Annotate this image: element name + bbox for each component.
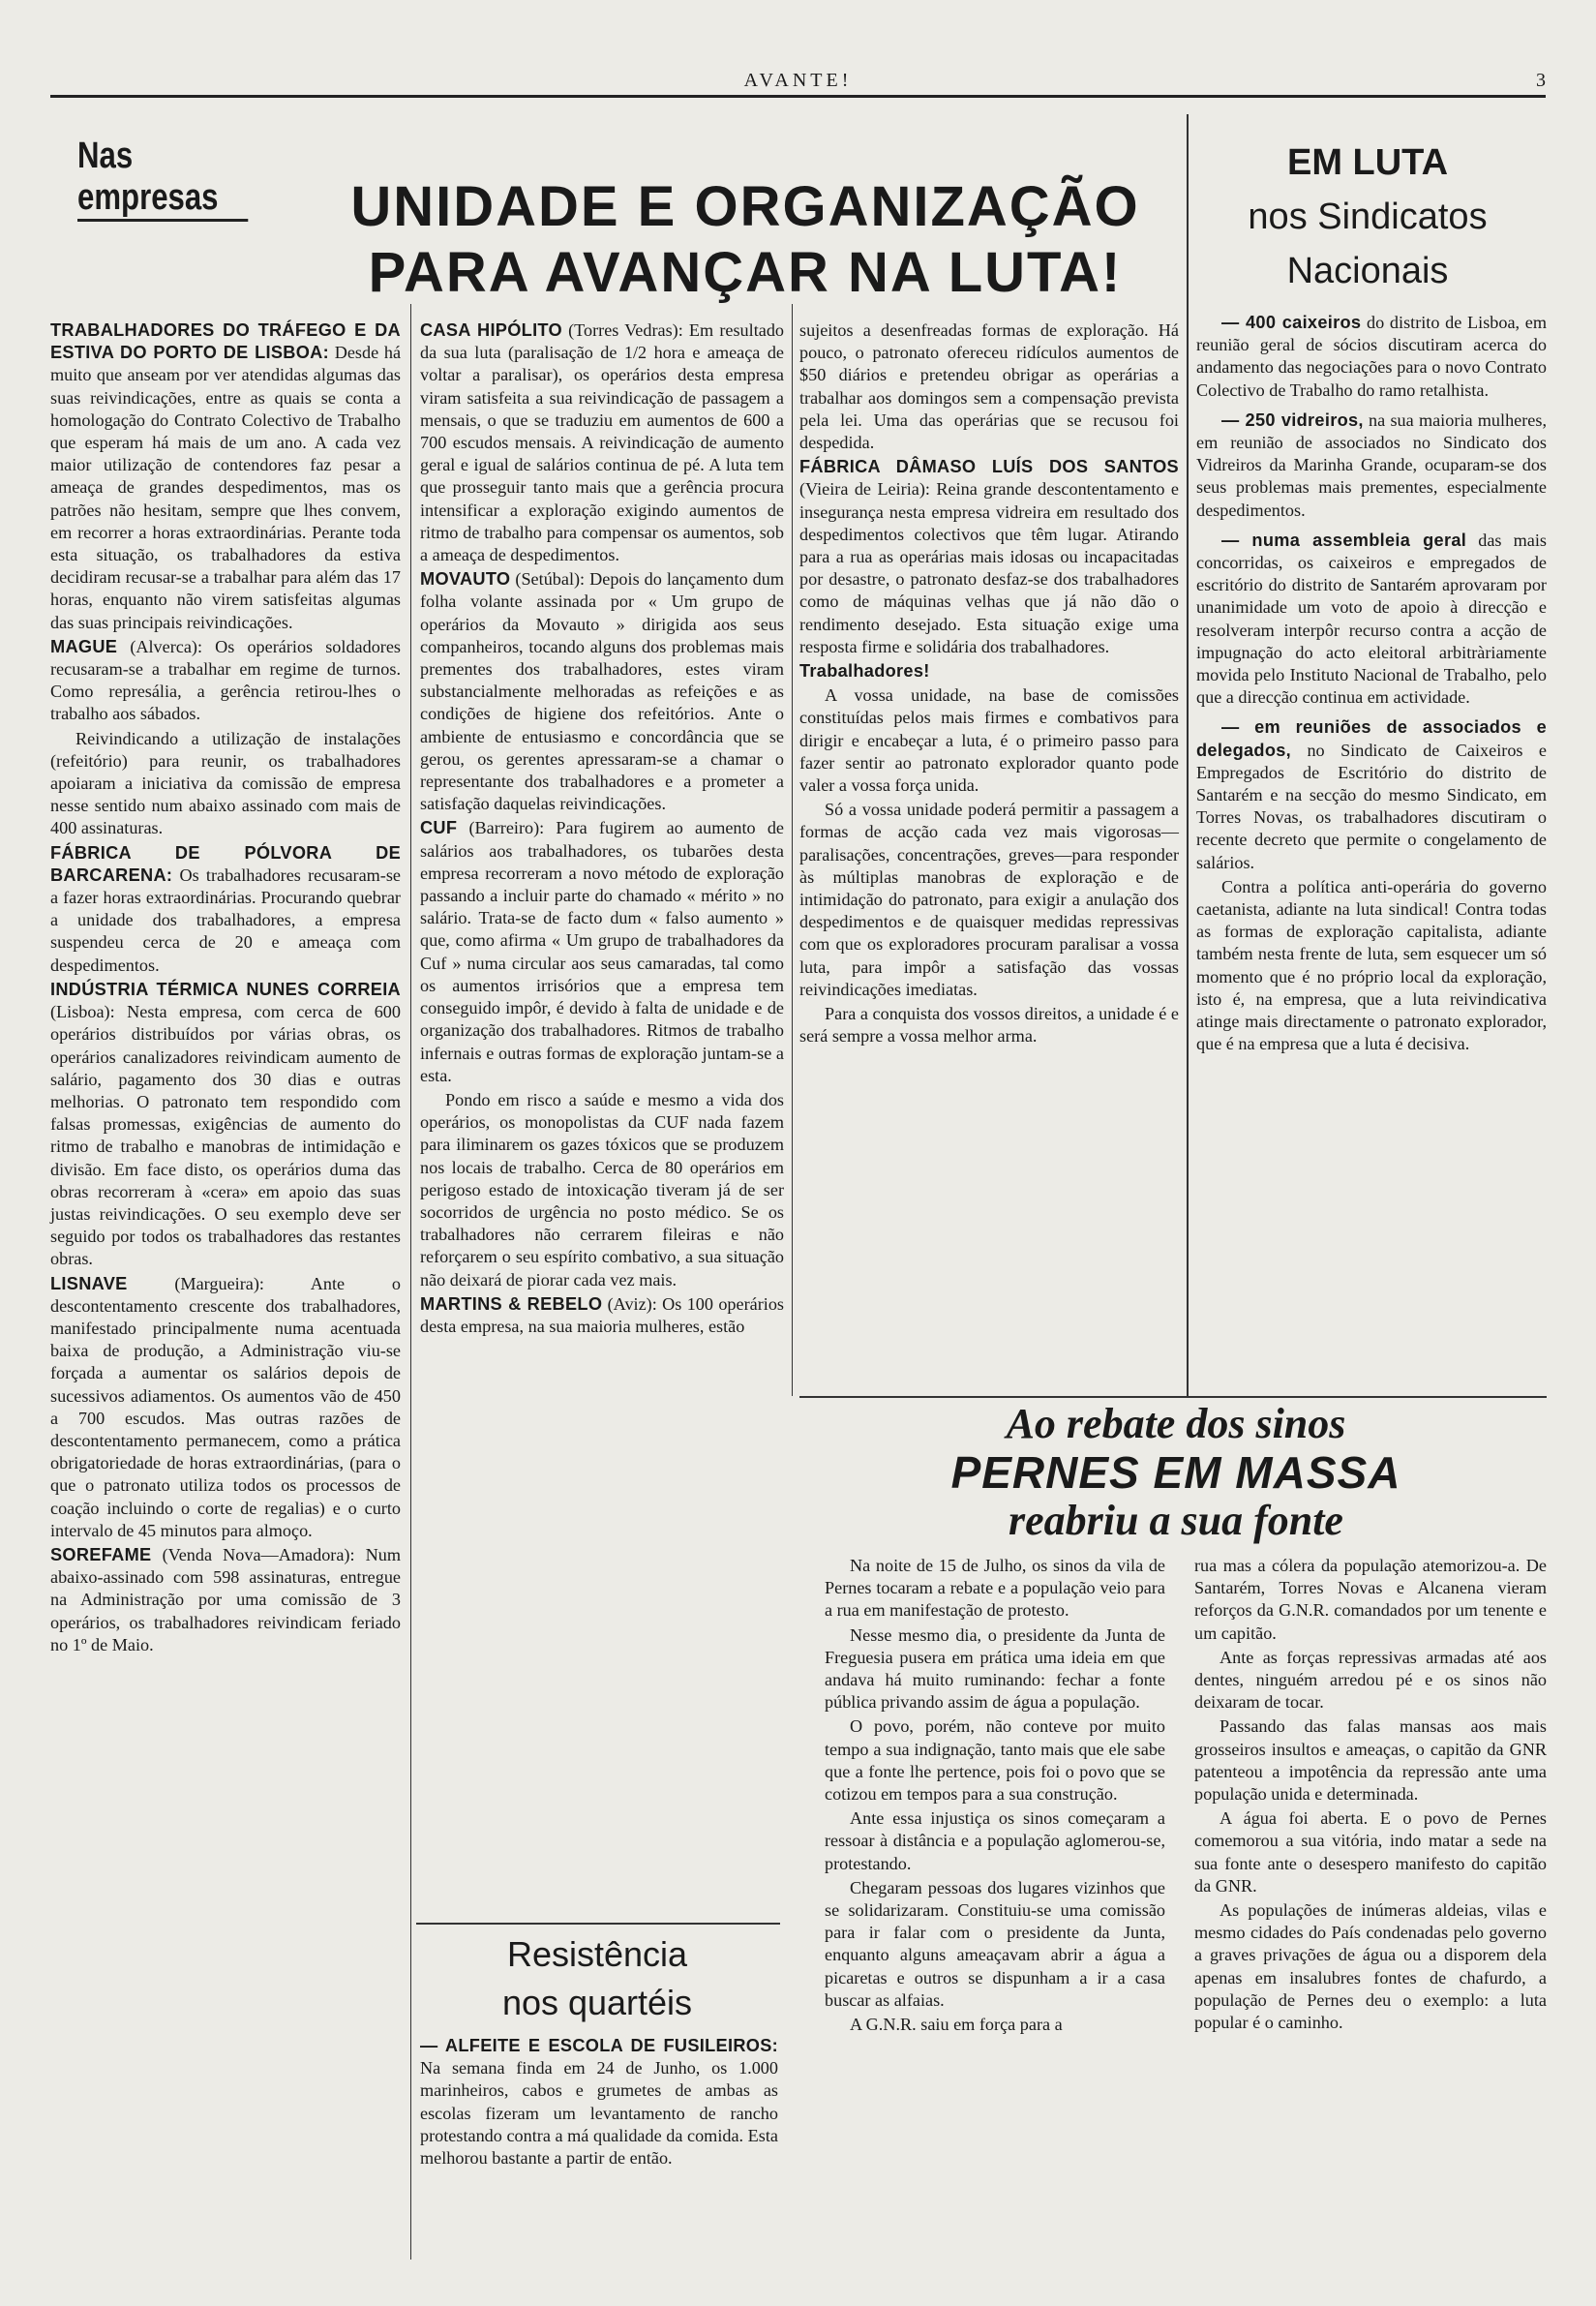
sidebar-title: [1189, 136, 1547, 298]
newspaper-title: AVANTE!: [743, 70, 853, 91]
resistencia-top-rule: [416, 1923, 780, 1925]
article-text: Desde há muito que anseam por ver atendidas algumas das suas reivindicações, entre as quais se conta a homologação do Contrato Colectivo de Trabalho que esperam há mais de um ano. A cada vez maior utilização de contendores faz pesar a ameaça de grandes despedimentos, mas os patrões não hesitam, sempre que lhes convem, em recorrer a horas extraordinárias. Perante toda esta situação, os trabalhadores da estiva decidiram recusar-se a trabalhar para além das 17 horas, enquanto não virem satisfeitas algumas das suas principais reivindicações.: [50, 343, 402, 632]
col-divider-right: [792, 304, 793, 1396]
resistencia-column: [420, 2035, 778, 2171]
sidebar-item: [1196, 410, 1547, 522]
sidebar-item-head: — numa assembleia geral: [1221, 530, 1467, 550]
column-2: [420, 319, 784, 1340]
article-head: FÁBRICA DÂMASO LUÍS DOS SANTOS: [799, 457, 1179, 477]
col-divider-left: [410, 304, 411, 2260]
resistencia-title-line-2: nos quartéis: [501, 1983, 693, 2022]
sidebar-item: [1196, 312, 1547, 402]
article-paragraph: Pondo em risco a saúde e mesmo a vida dos operários, os monopolistas da CUF nada fazem para iliminarem os gazes tóxicos que se produzem nos locais de trabalho. Cerca de 80 operários em perigoso estado de intoxicação tiveram já de ser socorridos de urgência no posto médico. Se os trabalhadores não cerrarem fileiras e não reforçarem o seu espírito combativo, a sua situação não deixará de piorar cada vez mais.: [420, 1089, 784, 1290]
article-head: CASA HIPÓLITO: [420, 320, 562, 340]
rebate-paragraph: Nesse mesmo dia, o presidente da Junta de Freguesia pusera em prática uma ideia em que andava há muito ruminando: fechar a fonte pública privando assim de água a população.: [825, 1624, 1165, 1713]
article-head: FÁBRICA DE PÓLVORA DE BARCARENA:: [50, 842, 401, 885]
article-text: (Aviz): Os 100 operários desta empresa, na sua maioria mulheres, estão: [420, 1293, 784, 1336]
sidebar-title-line-2: nos Sindicatos: [1248, 197, 1488, 237]
rebate-paragraph: O povo, porém, não conteve por muito tempo a sua indignação, tanto mais que ele sabe que a fonte lhe pertence, pois foi o povo que se cotizou em tempos para a sua construção.: [825, 1716, 1165, 1805]
article-text: (Alverca): Os operários soldadores recusaram-se a trabalhar em regime de turnos. Como represália, a gerência retirou-lhes o trabalho aos sábados.: [50, 636, 402, 724]
sidebar-item-head: — 400 caixeiros: [1221, 313, 1362, 332]
resistencia-item-text: Na semana finda em 24 de Junho, os 1.000 marinheiros, cabos e grumetes de ambas as escolas fizeram um levantamento de rancho protestando contra a má qualidade da comida. Esta melhorou bastante a partir de então.: [420, 2058, 778, 2169]
sidebar-title-line-1: EM LUTA: [1286, 142, 1449, 183]
sidebar-item-text: na sua maioria mulheres, em reunião de associados no Sindicato dos Vidreiros da Marinha Grande, ocuparam-se dos seus problemas mais prementes, especialmente despedimentos.: [1196, 410, 1547, 520]
resistencia-item: [420, 2035, 778, 2169]
sidebar-item-text: do distrito de Lisboa, em reunião geral de sócios discutiram acerca do andamento das negociações para o novo Contrato Colectivo de Trabalho do ramo retalhista.: [1196, 313, 1547, 400]
article-text: (Lisboa): Nesta empresa, com cerca de 600 operários distribuídos por várias obras, os operários canalizadores reivindicam aumento de salário, pagamento dos 30 dias e outras melhorias. O patronato tem respondido com falsas promessas, exigências de aumento do ritmo de trabalho e manobras de intimidação e divisão. Em face disto, os operários duma das obras recorreram à «cera» em apoio das suas justas reivindicações. O seu exemplo deve ser seguido por todos os trabalhadores das restantes obras.: [50, 1002, 401, 1269]
rebate-paragraph: rua mas a cólera da população atemorizou-a. De Santarém, Torres Novas e Alcanena vieram reforços da G.N.R. comandados por um tenente e um capitão.: [1194, 1556, 1547, 1643]
article-head: SOREFAME: [50, 1544, 152, 1564]
article-lisnave: [50, 1273, 401, 1542]
article-text: (Torres Vedras): Em resultado da sua luta (paralisação de 1/2 hora e ameaça de voltar a paralisar), os operários desta empresa viram satisfeita a sua reivindicação de passagem a mensais, o que se traduziu em aumentos de 600 a 700 escudos mensais. A reivindicação de aumento geral e igual de salários continua de pé. A luta tem que prosseguir tanto mais que a gerência procura intensificar a exploração exigindo aumentos de ritmo de trabalho para compensar os aumentos, sob a ameaça de despedimentos.: [420, 320, 785, 565]
rebate-title-line-2: PERNES EM MASSA: [950, 1447, 1401, 1498]
article-sorefame: [50, 1544, 401, 1656]
resistencia-title: [418, 1930, 776, 2027]
rebate-paragraph: Na noite de 15 de Julho, os sinos da vila de Pernes tocaram a rebate e a população veio para a rua em manifestação de protesto.: [825, 1556, 1165, 1621]
section-kicker: Nas empresas: [77, 136, 248, 222]
article-head: LISNAVE: [50, 1273, 128, 1293]
article-paragraph: Para a conquista dos vossos direitos, a unidade é e será sempre a vossa melhor arma.: [799, 1004, 1179, 1047]
sidebar-item: [1196, 530, 1547, 710]
article-head: TRABALHADORES DO TRÁFEGO E DA ESTIVA DO PORTO DE LISBOA:: [50, 320, 401, 363]
sidebar-closing: Contra a política anti-operária do governo caetanista, adiante na luta sindical! Contra todas as formas de exploração capitalista, adiante também nesta frente de luta, sem esquecer um só momento que é no próprio local da exploração, isto é, na empresa, que a luta reivindicativa atinge mais directamente o patronato explorador, que é na empresa que a luta é decisiva.: [1196, 876, 1547, 1054]
article-paragraph: Só a vossa unidade poderá permitir a passagem a formas de acção cada vez mais vigorosas—paralisações, concentrações, greves—para responder às múltiplas manobras de exploração e de intimidação do patronato, para exigir a anulação dos despedimentos e de quaisquer medidas repressivas com que os exploradores procuram paralisar a vossa luta, para impôr a satisfação das vossas reivindicações imediatas.: [799, 800, 1179, 999]
rebate-column-left: [825, 1555, 1165, 2038]
resistencia-item-head: — ALFEITE E ESCOLA DE FUSILEIROS:: [420, 2036, 778, 2055]
article-trafego: [50, 319, 401, 634]
article-movauto: [420, 568, 784, 815]
rebate-top-rule: [799, 1396, 1547, 1398]
sidebar-item-head: — 250 vidreiros,: [1221, 410, 1364, 430]
article-head: INDÚSTRIA TÉRMICA NUNES CORREIA: [50, 979, 401, 999]
article-martins: [420, 1293, 784, 1338]
article-text: (Venda Nova—Amadora): Num abaixo-assinado com 598 assinaturas, entregue na Administração por uma comissão de 3 operários, os trabalhadores reivindicam feriado no 1º de Maio.: [50, 1544, 401, 1654]
article-termica: [50, 979, 401, 1271]
resistencia-title-line-1: Resistência: [506, 1934, 688, 1974]
sidebar-item: [1196, 716, 1547, 873]
sidebar-title-line-3: Nacionais: [1286, 251, 1449, 291]
rebate-headline: [803, 1400, 1549, 1545]
article-head: MAGUE: [50, 636, 118, 656]
article-subhead: [799, 660, 1179, 683]
article-paragraph: sujeitos a desenfreadas formas de exploração. Há pouco, o patronato ofereceu ridículos aumentos de $50 diários e pretendeu obrigar as operárias a trabalhar aos domingos sem a compensação prevista pela lei. Uma das operárias que se recusou foi despedida.: [799, 320, 1179, 453]
article-paragraph: A vossa unidade, na base de comissões constituídas pelos mais firmes e combativos para dirigir e encabeçar a luta, é o primeiro passo para fazer sentir ao patronato explorador quanto pode valer a vossa força unida.: [799, 685, 1179, 796]
rebate-title-line-1: Ao rebate dos sinos: [1006, 1400, 1346, 1447]
article-head: MARTINS & REBELO: [420, 1293, 603, 1314]
rebate-paragraph: Passando das falas mansas aos mais grosseiros insultos e ameaças, o capitão da GNR patenteou a impotência da repressão ante uma população unida e determinada.: [1194, 1716, 1547, 1805]
article-text: (Setúbal): Depois do lançamento dum folha volante assinada por « Um grupo de operários da Movauto » dirigida aos seus companheiros, tocando alguns dos problemas mais prementes dos trabalhadores, estes viram substancialmente melhoradas as refeições e as condições de higiene dos refeitórios. Ante o ambiente de entusiasmo e concordância que se gerou, os gerentes apressaram-se a chamar o representante dos trabalhadores e a prometer a satisfação daquelas reivindicações.: [420, 569, 785, 814]
running-head: [50, 70, 1546, 98]
rebate-paragraph: Ante essa injustiça os sinos começaram a ressoar à distância e a população aglomerou-se, protestando.: [825, 1808, 1165, 1873]
column-3: [799, 319, 1179, 1050]
rebate-paragraph: Ante as forças repressivas armadas até aos dentes, ninguém arredou pé e os sinos não deixaram de tocar.: [1194, 1647, 1547, 1713]
rebate-paragraph: A G.N.R. saiu em força para a: [850, 2015, 1063, 2035]
rebate-paragraph: Chegaram pessoas dos lugares vizinhos que se solidarizaram. Constituiu-se uma comissão para ir falar com o presidente da Junta, enquanto alguns ameaçavam abrir a água a picaretas e outros se dispunham a ir a casa buscar as alfaias.: [825, 1877, 1165, 2010]
sidebar-divider: [1187, 114, 1189, 1398]
article-head: Trabalhadores!: [799, 661, 930, 682]
article-head: MOVAUTO: [420, 569, 511, 590]
rebate-paragraph: A água foi aberta. E o povo de Pernes comemorou a sua vitória, indo matar a sede na sua fonte ante o desespero manifesto do capitão da GNR.: [1194, 1808, 1547, 1896]
sidebar-item-head: — em reuniões de associados e delegados,: [1196, 717, 1547, 760]
headline-line-2: PARA AVANÇAR NA LUTA!: [368, 241, 1123, 304]
article-head: CUF: [420, 818, 458, 838]
article-damaso: [799, 456, 1179, 658]
article-mague: [50, 636, 401, 726]
sidebar-column: [1196, 312, 1547, 1058]
article-cuf: [420, 817, 784, 1086]
column-1: [50, 319, 401, 1658]
headline-line-1: UNIDADE E ORGANIZAÇÃO: [350, 175, 1140, 238]
article-text: (Vieira de Leiria): Reina grande descontentamento e insegurança nesta empresa vidreira em resultado dos despedimentos colectivos que têm lugar. Atirando para a rua as operárias mais idosas ou incapacitadas por desastre, o patronato desfaz-se dos trabalhadores como de máquinas velhas que já não dão o rendimento desejado. Esta situação exige uma resposta firme e solidária dos trabalhadores.: [799, 479, 1179, 656]
rebate-column-right: [1194, 1555, 1547, 2036]
article-hipolito: [420, 319, 784, 566]
sidebar-item-text: das mais concorridas, os caixeiros e empregados de escritório do distrito de Santarém aprovaram por unanimidade um voto de apoio à direcção e resolveram interpôr recurso contra a acção de impugnação do acto eleitoral arbitràriamente movida pelo Instituto Nacional de Trabalho, pelo que a direcção continua em actividade.: [1196, 530, 1547, 708]
rebate-paragraph: As populações de inúmeras aldeias, vilas e mesmo cidades do País condenadas pelo governo a graves privações de água ou a disporem dela apenas em insalubres fontes de chafurdo, a população de Pernes deu o exemplo: a luta popular é o caminho.: [1194, 1900, 1547, 2033]
page-number: 3: [1536, 70, 1546, 91]
rebate-title-line-3: reabriu a sua fonte: [1009, 1497, 1343, 1544]
article-text: (Barreiro): Para fugirem ao aumento de salários aos trabalhadores, os tubarões desta empresa recorreram a novo método de exploração passando a incluir parte do chamado « mérito » no salário. Trata-se de facto dum « falso aumento » que, como afirma « Um grupo de trabalhadores da Cuf » numa circular aos seus camaradas, tal como os aumentos irrisórios que a empresa tem conseguido impôr, é devido à falta de unidade e de organização dos trabalhadores. Ritmos de trabalho infernais e outras formas de exploração juntam-se a esta.: [420, 818, 785, 1085]
article-paragraph: Reivindicando a utilização de instalações (refeitório) para reunir, os trabalhadores apoiaram a iniciativa da comissão de empresa nesse sentido num abaixo assinado com mais de 400 assinaturas.: [50, 728, 401, 838]
article-text: (Margueira): Ante o descontentamento crescente dos trabalhadores, manifestado principalmente numa acentuada baixa de produção, a Administração viu-se forçada a aumentar os salários depois de sucessivos adiamentos. Os aumentos vão de 450 a 700 escudos. Mas outras razões de descontentamento permanecem, como a prática obrigatoriedade de horas extraordinárias, (para o que o patronato utiliza todos os processos de coação incluindo o corte de regalias) e o curto intervalo de 45 minutos para almoço.: [50, 1273, 401, 1540]
article-text: Os trabalhadores recusaram-se a fazer horas extraordinárias. Procurando quebrar a unidade dos trabalhadores, a empresa suspendeu cerca de 20 e ameaça com despedimentos.: [50, 865, 402, 975]
article-polvora: [50, 842, 401, 977]
main-headline: [310, 174, 1181, 306]
sidebar-item-text: no Sindicato de Caixeiros e Empregados de Escritório do distrito de Santarém e na secção do mesmo Sindicato, em Torres Novas, os trabalhadores discutiram o recente decreto que permite o congelamento de salários.: [1196, 740, 1547, 872]
